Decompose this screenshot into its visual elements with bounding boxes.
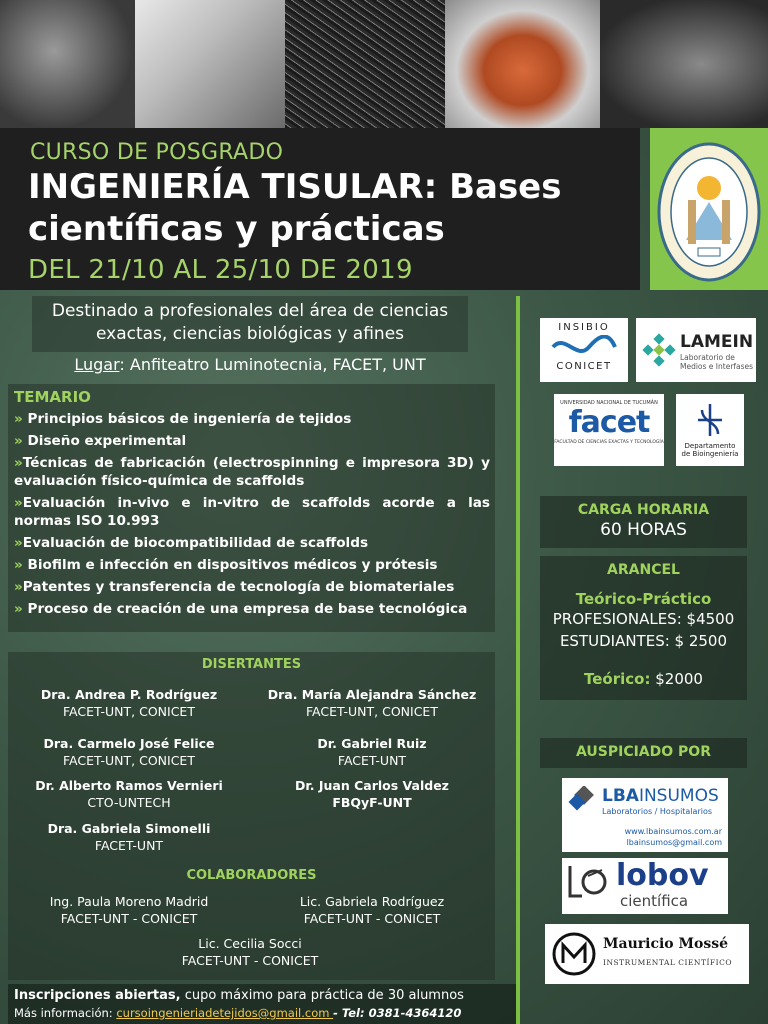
- list-item: »Patentes y transferencia de tecnología de biomateriales: [14, 579, 455, 595]
- speaker-entry: Dra. Andrea P. Rodríguez FACET-UNT, CONICET: [40, 687, 218, 719]
- insibio-conicet-logo: INSIBIO CONICET: [540, 318, 628, 382]
- sponsors-heading: AUSPICIADO POR: [576, 744, 711, 760]
- speaker-entry: Dra. Carmelo José Felice FACET-UNT, CONICET: [43, 736, 215, 768]
- list-item: » Diseño experimental: [14, 433, 187, 449]
- collaborator-entry: Lic. Cecilia Socci FACET-UNT - CONICET: [181, 936, 319, 968]
- list-item: » Proceso de creación de una empresa de base tecnológica: [14, 601, 468, 617]
- photo-microscope: [135, 0, 285, 128]
- carga-heading: CARGA HORARIA: [577, 502, 710, 518]
- unt-seal-logo: [656, 140, 762, 284]
- facet-logo: UNIVERSIDAD NACIONAL DE TUCUMÁN facet FACULTAD DE CIENCIAS EXACTAS Y TECNOLOGÍA: [554, 394, 664, 466]
- list-item: »Evaluación in-vivo e in-vitro de scaffolds acorde a las normas ISO 10.993: [14, 495, 490, 529]
- divider-line: [516, 296, 520, 1024]
- course-subtitle: CURSO DE POSGRADO: [30, 140, 284, 165]
- list-item: » Biofilm e infección en dispositivos médicos y prótesis: [14, 557, 438, 573]
- carga-horaria-panel: [540, 496, 747, 548]
- speaker-entry: Dr. Gabriel Ruiz FACET-UNT: [317, 736, 427, 768]
- arancel-tp-label: Teórico-Práctico: [575, 590, 712, 608]
- list-item: »Evaluación de biocompatibilidad de scaffolds: [14, 535, 369, 551]
- list-item: » Principios básicos de ingeniería de tejidos: [14, 411, 352, 427]
- contact-line: Más información: cursoingenieriadetejidos@gmail.com - Tel: 0381-4364120: [14, 1006, 462, 1020]
- place-line: [32, 355, 468, 374]
- registration-text: Inscripciones abiertas, cupo máximo para práctica de 30 alumnos: [14, 988, 464, 1003]
- collaborator-entry: Ing. Paula Moreno Madrid FACET-UNT - CONICET: [49, 894, 209, 926]
- email-link[interactable]: cursoingenieriadetejidos@gmail.com: [116, 1006, 334, 1020]
- list-item: »Técnicas de fabricación (electrospinning e impresora 3D) y evaluación físico-química de scaffolds: [14, 455, 490, 489]
- temario-heading: TEMARIO: [14, 388, 91, 406]
- arancel-heading: ARANCEL: [607, 562, 680, 578]
- speaker-entry: Dra. María Alejandra Sánchez FACET-UNT, CONICET: [267, 687, 477, 719]
- lba-insumos-logo: LBAINSUMOS Laboratorios / Hospitalarios www.lbainsumos.com.ar lbainsumos@gmail.com: [562, 778, 728, 852]
- speakers-heading: DISERTANTES: [201, 657, 302, 672]
- speaker-entry: Dr. Juan Carlos Valdez FBQyF-UNT: [295, 778, 449, 810]
- lamein-logo: LAMEIN Laboratorio de Medios e Interfases: [636, 318, 756, 382]
- audience-box: [32, 296, 468, 352]
- bioingenieria-logo: Departamento de Bioingeniería: [676, 394, 744, 466]
- phone-number: - Tel: 0381-4364120: [333, 1006, 462, 1020]
- carga-value: 60 HORAS: [600, 520, 687, 540]
- temario-list: [14, 410, 490, 622]
- course-dates: DEL 21/10 AL 25/10 DE 2019: [28, 255, 413, 285]
- photo-fibers: [285, 0, 445, 128]
- collaborators-heading: COLABORADORES: [186, 868, 317, 883]
- mauricio-mosse-logo: Mauricio Mossé INSTRUMENTAL CIENTÍFICO: [545, 924, 749, 984]
- place-label: Lugar: [74, 355, 120, 374]
- collaborator-entry: Lic. Gabriela Rodríguez FACET-UNT - CONICET: [299, 894, 445, 926]
- price-profesionales: PROFESIONALES: $4500: [552, 610, 735, 628]
- speaker-entry: Dr. Alberto Ramos Vernieri CTO-UNTECH: [35, 778, 223, 810]
- course-title: INGENIERÍA TISULAR: Bases científicas y prácticas: [28, 167, 562, 249]
- photo-cells: [0, 0, 135, 128]
- audience-text: Destinado a profesionales del área de ciencias exactas, ciencias biológicas y afines: [51, 301, 449, 344]
- photo-petri-dish: [445, 0, 600, 128]
- price-estudiantes: ESTUDIANTES: $ 2500: [559, 632, 728, 650]
- photo-hand: [600, 0, 768, 128]
- arancel-panel: [540, 556, 747, 700]
- speaker-entry: Dra. Gabriela Simonelli FACET-UNT: [47, 821, 211, 853]
- price-teorico: Teórico: $2000: [584, 670, 703, 688]
- place-value: : Anfiteatro Luminotecnia, FACET, UNT: [119, 355, 426, 374]
- sponsors-panel: [540, 738, 747, 768]
- lobov-logo: lobov científica: [562, 858, 728, 914]
